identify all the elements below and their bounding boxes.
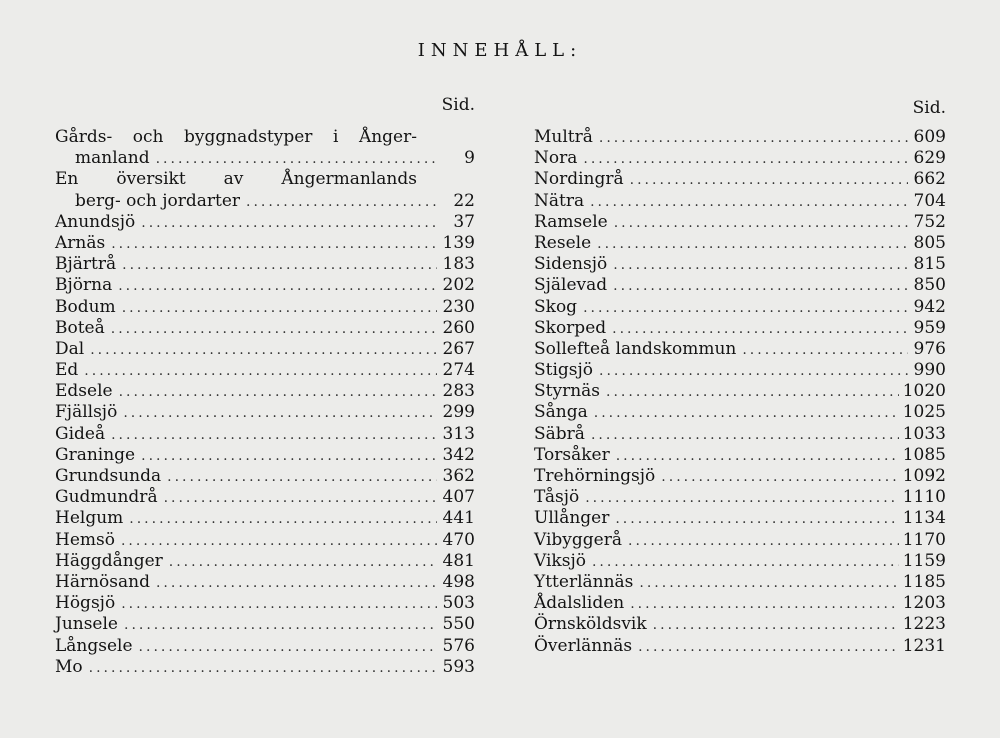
entry-name: Sidensjö <box>534 254 608 275</box>
toc-entry <box>534 445 946 466</box>
toc-entry <box>534 381 946 402</box>
dot-leader <box>653 615 899 636</box>
entry-name: Trehörningsjö <box>534 466 656 486</box>
multiline-entries <box>55 127 475 212</box>
dot-leader <box>141 446 437 467</box>
dot-leader <box>599 128 908 149</box>
entry-name: Torsåker <box>534 444 610 465</box>
dot-leader <box>246 192 437 213</box>
entry-word: En <box>55 169 79 190</box>
entry-name: Björna <box>55 275 113 296</box>
dot-leader <box>630 594 899 615</box>
entry-page-number: 481 <box>442 550 475 571</box>
entry-name: Nordingrå <box>534 169 624 190</box>
toc-entry <box>55 402 475 423</box>
dot-leader <box>111 425 437 446</box>
toc-entry <box>534 254 946 275</box>
dot-leader <box>123 403 437 424</box>
entry-page-number: 37 <box>453 211 475 232</box>
entry-name: Viksjö <box>534 550 586 571</box>
entry-name: Ådalsliden <box>534 593 625 614</box>
entry-page-number: 313 <box>442 423 475 444</box>
dot-leader <box>585 488 899 509</box>
toc-title: INNEHÅLL: <box>417 40 583 61</box>
entry-name: Bodum <box>55 296 116 317</box>
entry-page-number: 815 <box>913 254 946 275</box>
dot-leader <box>111 234 437 255</box>
toc-entry <box>55 233 475 254</box>
entry-name: Härnösand <box>55 571 150 592</box>
entry-name: Stigsjö <box>534 360 594 381</box>
toc-entry <box>55 212 475 233</box>
entry-name: Resele <box>534 232 592 253</box>
entry-page-number: 407 <box>442 487 475 508</box>
toc-entry <box>55 508 475 529</box>
dot-leader <box>122 255 437 276</box>
toc-entry <box>534 169 946 190</box>
toc-entry <box>534 636 946 657</box>
entry-name: Vibyggerå <box>534 529 622 550</box>
dot-leader <box>614 213 908 234</box>
entry-name: Dal <box>55 338 85 359</box>
entry-page-number: 1185 <box>902 571 946 592</box>
entry-page-number: 576 <box>442 635 475 656</box>
dot-leader <box>129 509 437 530</box>
entry-name: Graninge <box>55 444 136 465</box>
entry-word: i <box>332 127 339 147</box>
entry-page-number: 9 <box>464 148 475 169</box>
entry-word: översikt <box>116 169 186 190</box>
entry-page-number: 202 <box>442 275 475 296</box>
entry-name: Själevad <box>534 275 608 296</box>
toc-entry <box>534 297 946 318</box>
entry-page-number: 260 <box>442 317 475 338</box>
entry-page-number: 1092 <box>902 466 946 486</box>
dot-leader <box>164 488 437 509</box>
entry-name: Ed <box>55 360 79 381</box>
toc-entry <box>534 318 946 339</box>
dot-leader <box>599 361 908 382</box>
toc-entry <box>55 593 475 614</box>
dot-leader <box>615 509 898 530</box>
toc-entry <box>534 127 946 148</box>
entry-page-number: 139 <box>442 232 475 253</box>
dot-leader <box>122 298 437 319</box>
entry-name: Edsele <box>55 381 113 402</box>
entry-name: Multrå <box>534 127 593 147</box>
entry-page-number: 1033 <box>902 423 946 444</box>
entry-page-number: 299 <box>442 402 475 423</box>
entry-page-number: 1170 <box>902 529 946 550</box>
toc-entry <box>55 466 475 487</box>
toc-entry <box>534 212 946 233</box>
entry-page-number: 662 <box>913 169 946 190</box>
dot-leader <box>583 149 908 170</box>
toc-entry <box>534 233 946 254</box>
dot-leader <box>121 594 437 615</box>
dot-leader <box>606 382 899 403</box>
dot-leader <box>639 573 898 594</box>
toc-entry <box>55 275 475 296</box>
entry-name: manland <box>75 148 150 169</box>
entry-first-line <box>55 127 475 148</box>
toc-entry <box>534 614 946 635</box>
toc-entry <box>55 636 475 657</box>
entry-name: Nätra <box>534 190 585 211</box>
toc-entry <box>534 339 946 360</box>
entry-name: Anundsjö <box>55 211 136 232</box>
dot-leader <box>156 149 437 170</box>
toc-entry <box>55 657 475 678</box>
sid-header-right: Sid. <box>912 98 946 118</box>
entry-page-number: 274 <box>442 360 475 381</box>
entry-first-line <box>55 169 475 190</box>
toc-list-right <box>534 127 946 657</box>
dot-leader <box>141 213 437 234</box>
entry-page-number: 990 <box>913 360 946 381</box>
dot-leader <box>121 531 437 552</box>
dot-leader <box>592 552 899 573</box>
dot-leader <box>167 467 437 488</box>
entry-word: Gårds- <box>55 127 113 147</box>
entry-name: Mo <box>55 656 83 677</box>
entry-name: Grundsunda <box>55 466 162 486</box>
dot-leader <box>594 403 899 424</box>
dot-leader <box>616 446 899 467</box>
toc-entry <box>55 614 475 635</box>
entry-page-number: 22 <box>453 190 475 211</box>
entry-word: Ångermanlands <box>281 169 417 190</box>
dot-leader <box>90 340 437 361</box>
entry-name: Sollefteå landskommun <box>534 338 737 359</box>
entry-word: och <box>132 127 164 147</box>
entry-page-number: 1159 <box>902 550 946 571</box>
entry-page-number: 805 <box>913 232 946 253</box>
toc-entry <box>55 424 475 445</box>
toc-entry <box>534 275 946 296</box>
entry-page-number: 503 <box>442 593 475 614</box>
toc-entry <box>55 148 475 169</box>
entry-name: Långsele <box>55 635 133 656</box>
entry-name: berg- och jordarter <box>75 190 241 211</box>
toc-entry <box>534 191 946 212</box>
entry-name: Skorped <box>534 317 607 338</box>
entry-page-number: 550 <box>442 614 475 635</box>
entry-name: Gideå <box>55 423 106 444</box>
entry-name: Bjärtrå <box>55 254 117 275</box>
entry-page-number: 704 <box>913 190 946 211</box>
entry-name: Boteå <box>55 317 105 338</box>
entry-name: Ramsele <box>534 211 608 232</box>
dot-leader <box>124 615 437 636</box>
entry-word: av <box>223 169 244 190</box>
entry-name: Junsele <box>55 614 118 635</box>
dot-leader <box>111 319 437 340</box>
entry-page-number: 362 <box>442 466 475 486</box>
dot-leader <box>638 637 899 658</box>
entry-page-number: 1203 <box>902 593 946 614</box>
entry-name: Sånga <box>534 402 588 423</box>
toc-entry <box>55 339 475 360</box>
toc-entry <box>534 551 946 572</box>
toc-entry <box>55 445 475 466</box>
toc-entry <box>534 487 946 508</box>
entry-page-number: 470 <box>442 529 475 550</box>
entry-word: byggnadstyper <box>183 127 313 147</box>
toc-entry <box>534 402 946 423</box>
entry-page-number: 629 <box>913 148 946 169</box>
entry-name: Arnäs <box>55 232 106 253</box>
dot-leader <box>84 361 437 382</box>
entry-page-number: 609 <box>913 127 946 147</box>
entry-name: Fjällsjö <box>55 402 118 423</box>
dot-leader <box>630 170 908 191</box>
entry-name: Hemsö <box>55 529 115 550</box>
dot-leader <box>156 573 437 594</box>
toc-entry <box>534 148 946 169</box>
dot-leader <box>583 298 908 319</box>
entry-name: Ytterlännäs <box>534 571 634 592</box>
entry-page-number: 1110 <box>902 487 946 508</box>
dot-leader <box>628 531 899 552</box>
toc-entry <box>55 487 475 508</box>
entry-page-number: 1231 <box>902 635 946 656</box>
dot-leader <box>661 467 898 488</box>
entry-name: Helgum <box>55 508 124 529</box>
entry-name: Gudmundrå <box>55 487 158 508</box>
entry-page-number: 1025 <box>902 402 946 423</box>
entry-page-number: 593 <box>442 656 475 677</box>
entry-name: Säbrå <box>534 423 585 444</box>
entry-page-number: 1085 <box>902 444 946 465</box>
entry-name: Häggdånger <box>55 550 163 571</box>
entry-page-number: 959 <box>913 317 946 338</box>
toc-entry <box>55 572 475 593</box>
entry-page-number: 1020 <box>902 381 946 402</box>
toc-entry <box>534 424 946 445</box>
toc-entry <box>55 530 475 551</box>
entry-page-number: 752 <box>913 211 946 232</box>
entry-name: Nora <box>534 148 578 169</box>
toc-entry <box>55 297 475 318</box>
entry-name: Tåsjö <box>534 487 580 508</box>
entry-name: Högsjö <box>55 593 116 614</box>
entry-page-number: 441 <box>442 508 475 529</box>
toc-entry <box>534 572 946 593</box>
entry-page-number: 498 <box>442 571 475 592</box>
dot-leader <box>119 382 437 403</box>
dot-leader <box>613 276 908 297</box>
dot-leader <box>613 255 908 276</box>
dot-leader <box>139 637 437 658</box>
toc-entry <box>534 466 946 487</box>
toc-right-column <box>534 96 946 657</box>
toc-entry <box>55 551 475 572</box>
toc-entry <box>55 318 475 339</box>
toc-entry <box>55 191 475 212</box>
entry-name: Överlännäs <box>534 635 633 656</box>
dot-leader <box>118 276 437 297</box>
toc-entry <box>534 360 946 381</box>
entry-name: Örnsköldsvik <box>534 614 647 635</box>
toc-left-column <box>55 93 475 678</box>
entry-word: Ånger- <box>358 127 417 147</box>
toc-entry <box>534 530 946 551</box>
entry-page-number: 942 <box>913 296 946 317</box>
entry-page-number: 1223 <box>902 614 946 635</box>
entry-page-number: 230 <box>442 296 475 317</box>
dot-leader <box>597 234 908 255</box>
sid-header-left: Sid. <box>441 95 475 115</box>
toc-entry <box>55 254 475 275</box>
entry-name: Styrnäs <box>534 381 601 402</box>
entry-page-number: 267 <box>442 338 475 359</box>
entry-name: Ullånger <box>534 508 610 529</box>
entry-page-number: 283 <box>442 381 475 402</box>
dot-leader <box>612 319 908 340</box>
entry-name: Skog <box>534 296 578 317</box>
dot-leader <box>169 552 437 573</box>
dot-leader <box>89 658 437 679</box>
entry-page-number: 1134 <box>902 508 946 529</box>
toc-entry <box>534 593 946 614</box>
entry-page-number: 342 <box>442 444 475 465</box>
entry-page-number: 183 <box>442 254 475 275</box>
toc-entry <box>55 360 475 381</box>
dot-leader <box>591 425 899 446</box>
dot-leader <box>590 192 908 213</box>
entry-page-number: 976 <box>913 338 946 359</box>
toc-entry <box>534 508 946 529</box>
entry-page-number: 850 <box>913 275 946 296</box>
toc-list-left <box>55 212 475 678</box>
toc-entry <box>55 381 475 402</box>
dot-leader <box>742 340 908 361</box>
